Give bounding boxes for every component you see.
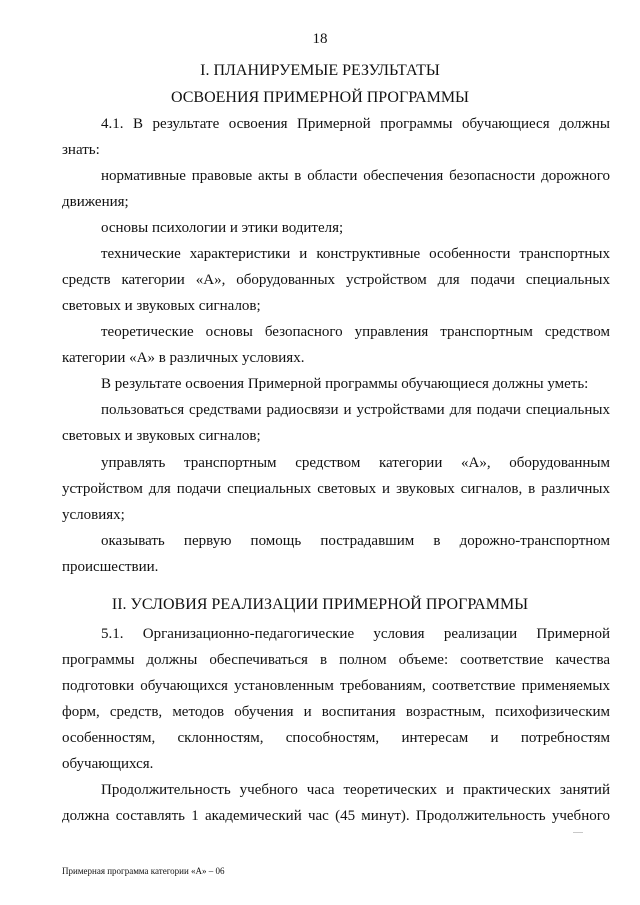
paragraph-line: средств категории «А», оборудованных устройством для подачи специальных xyxy=(62,272,610,288)
paragraph-line: происшествии. xyxy=(62,559,159,575)
paragraph-line: устройством для подачи специальных световых и звуковых сигналов, в различных xyxy=(62,481,610,497)
paragraph-line: программы должны обеспечиваться в полном объеме: соответствие качества xyxy=(62,652,610,668)
paragraph-line: форм, средств, методов обучения и воспитания возрастным, психофизическим xyxy=(62,704,610,720)
paragraph-line: нормативные правовые акты в области обеспечения безопасности дорожного xyxy=(101,168,610,184)
paragraph-line: условиях; xyxy=(62,507,125,523)
paragraph-line: В результате освоения Примерной программы обучающиеся должны уметь: xyxy=(101,376,589,392)
paragraph-line: управлять транспортным средством категории «А», оборудованным xyxy=(101,455,610,471)
section-2-title: II. УСЛОВИЯ РЕАЛИЗАЦИИ ПРИМЕРНОЙ ПРОГРАММЫ xyxy=(111,596,529,613)
paragraph-line: 5.1. Организационно-педагогические условия реализации Примерной xyxy=(101,626,610,642)
paragraph-line: движения; xyxy=(62,194,129,210)
paragraph-line: оказывать первую помощь пострадавшим в дорожно-транспортном xyxy=(101,533,610,549)
paragraph-line: световых и звуковых сигналов; xyxy=(62,428,261,444)
paragraph-line: Продолжительность учебного часа теоретических и практических занятий xyxy=(101,782,610,798)
paragraph-line: знать: xyxy=(62,142,100,158)
paragraph-line: обучающихся. xyxy=(62,756,154,772)
section-1-title-line-2: ОСВОЕНИЯ ПРИМЕРНОЙ ПРОГРАММЫ xyxy=(170,89,470,106)
paragraph-line: световых и звуковых сигналов; xyxy=(62,298,261,314)
paragraph-line: категории «А» в различных условиях. xyxy=(62,350,305,366)
paragraph-line: подготовки обучающихся установленным требованиям, соответствие применяемых xyxy=(62,678,610,694)
scan-mark xyxy=(573,832,583,833)
paragraph-line: технические характеристики и конструктивные особенности транспортных xyxy=(101,246,610,262)
page-number: 18 xyxy=(312,31,328,47)
paragraph-line: основы психологии и этики водителя; xyxy=(101,220,344,236)
page-footer: Примерная программа категории «А» – 06 xyxy=(62,866,225,876)
paragraph-line: теоретические основы безопасного управления транспортным средством xyxy=(101,324,610,340)
paragraph-line: особенностям, склонностям, способностям, интересам и потребностям xyxy=(62,730,610,746)
paragraph-line: должна составлять 1 академический час (45 минут). Продолжительность учебного xyxy=(62,808,610,824)
paragraph-line: пользоваться средствами радиосвязи и устройствами для подачи специальных xyxy=(101,402,610,418)
section-1-title-line-1: I. ПЛАНИРУЕМЫЕ РЕЗУЛЬТАТЫ xyxy=(200,62,440,79)
paragraph-line: 4.1. В результате освоения Примерной программы обучающиеся должны xyxy=(101,116,610,132)
